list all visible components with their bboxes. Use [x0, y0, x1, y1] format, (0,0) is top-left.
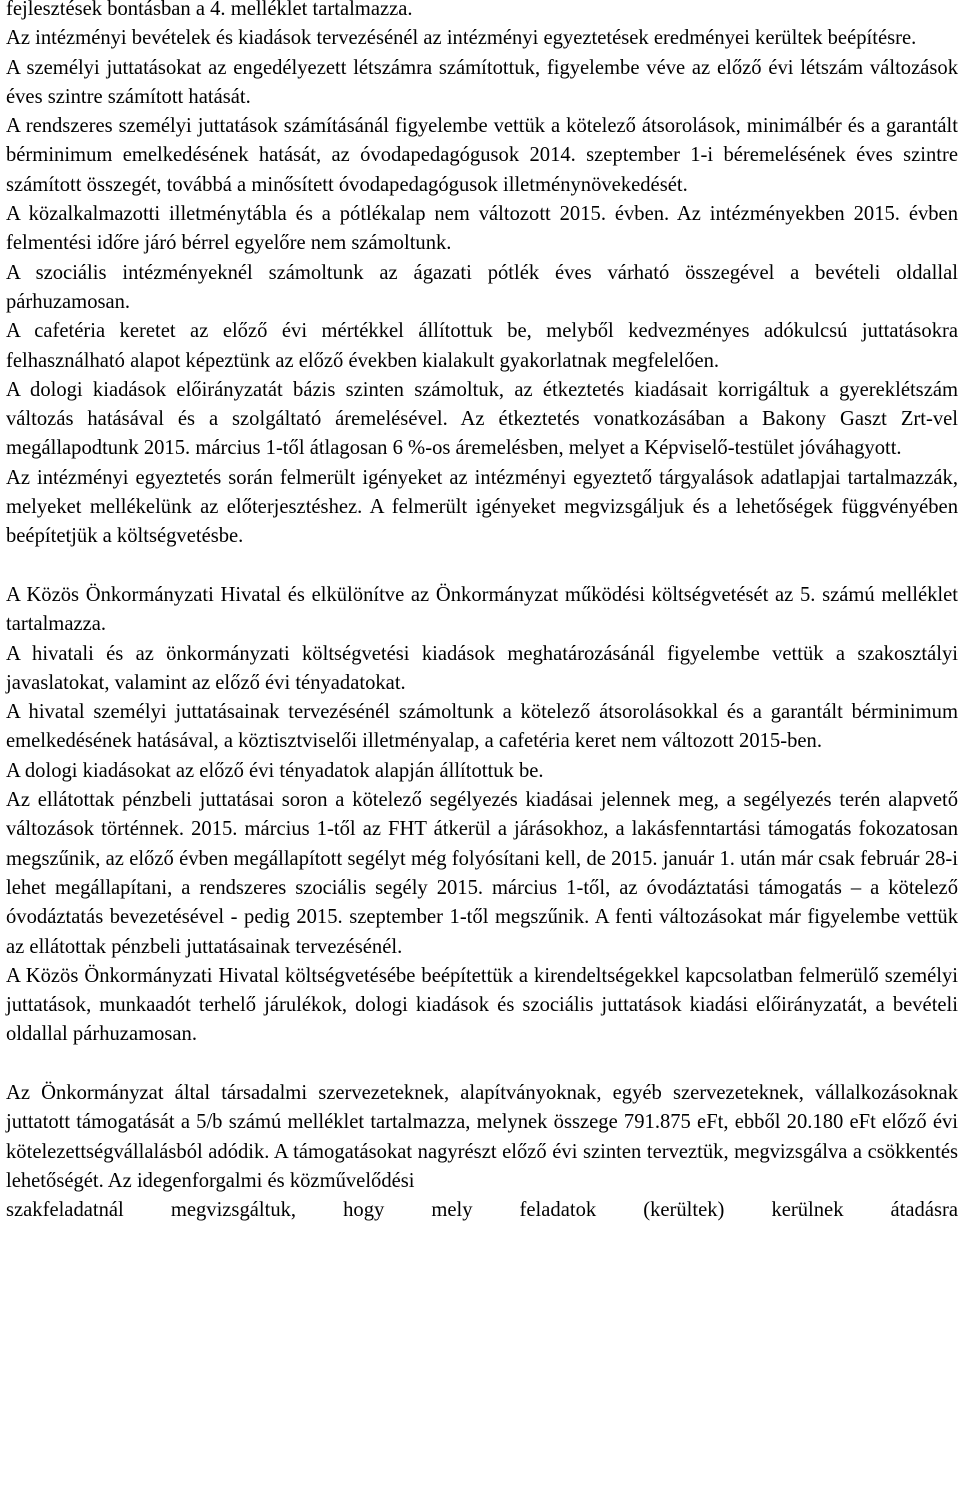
- cut-off-line-container: [6, 1196, 958, 1229]
- paragraph-cafeteria: A cafetéria keretet az előző évi mértékkel állítottuk be, melyből kedvezményes adókulcsú juttatásokra felhasználható alapot képeztünk az előző években kialakult gyakorlatnak megfelelően.: [6, 320, 958, 372]
- paragraph-material-expenses: A dologi kiadások előirányzatát bázis szinten számoltuk, az étkeztetés kiadásait korrigáltuk a gyereklétszám változás hatásával és a szolgáltató áremelésével. Az étkeztetés vonatkozásában a Bakony Gaszt Zrt-vel megállapodtunk 2015. március 1-től átlagosan 6 %-os áremelésben, melyet a Képviselő-testület jóváhagyott.: [6, 378, 958, 460]
- paragraph-office-personnel: A hivatal személyi juttatásainak tervezésénél számoltunk a kötelező átsorolásokkal és a garantált bérminimum emelkedésének hatásával, a köztisztviselői illetményalap, a cafetéria keret nem változott 2015-ben.: [6, 701, 958, 753]
- paragraph-cut-off-line: szakfeladatnál megvizsgáltuk, hogy mely feladatok (kerültek) kerülnek átadásra: [6, 1199, 958, 1222]
- paragraph-gap: [6, 1050, 958, 1079]
- paragraph-institutional-reconciliation: Az intézményi bevételek és kiadások tervezésénél az intézményi egyeztetések eredményei kerültek beépítésre.: [6, 27, 917, 50]
- paragraph-institutional-requests: Az intézményi egyeztetés során felmerült igényeket az intézményi egyeztető tárgyalások adatlapjai tartalmazzák, melyeket mellékelünk az előterjesztéshez. A felmerült igényeket megvizsgáljuk és a lehetőségek függvényében beépítetjük a költségvetésbe.: [6, 466, 958, 548]
- paragraph-branch-offices: A Közös Önkormányzati Hivatal költségvetésébe beépítettük a kirendeltségekkel kapcsolatban felmerülő személyi juttatások, munkaadót terhelő járulékok, dologi kiadások és szociális juttatások kiadási előirányzatát, a bevételi oldallal párhuzamosan.: [6, 964, 958, 1046]
- paragraph-regular-personnel-benefits: A rendszeres személyi juttatások számításánál figyelembe vettük a kötelező átsorolások, minimálbér és a garantált bérminimum emelkedésének hatását, az óvodapedagógusok 2014. szeptember 1-i béremelésének éves szintre számított összegét, továbbá a minősített óvodapedagógusok illetménynövekedését.: [6, 115, 958, 196]
- document-page: [6, 0, 958, 1229]
- paragraph-joint-office-annex-5: A Közös Önkormányzati Hivatal és elkülönítve az Önkormányzat működési költségvetését az 5. számú melléklet tartalmazza.: [6, 583, 958, 636]
- paragraph-personnel-headcount: A személyi juttatásokat az engedélyezett létszámra számítottuk, figyelembe véve az előző évi létszám változások éves szintre számított hatását.: [6, 56, 958, 108]
- paragraph-grants-annex-5b: Az Önkormányzat által társadalmi szervezeteknek, alapítványoknak, egyéb szervezeteknek, vállalkozásoknak juttatott támogatását a 5/b számú melléklet tartalmazza, melynek összege 791.875 eFt, ebből 20.180 eFt előző évi kötelezettségvállalásból adódik. A támogatásokat nagyrészt előző évi szinten terveztük, megvizsgálva a csökkentés lehetőségét. Az idegenforgalmi és közművelődési: [6, 1081, 958, 1192]
- paragraph-social-benefits: Az ellátottak pénzbeli juttatásai soron a kötelező segélyezés kiadásai jelennek meg, a segélyezés terén alapvető változások történnek. 2015. március 1-től az FHT átkerül a járásokhoz, a lakásfenntartási támogatás fokozatosan megszűnik, az előző évben megállapított segélyt még folyósítani kell, de 2015. január 1. után már csak február 28-i lehet megállapítani, a rendszeres szociális segély 2015. március 1-től, az óvodáztatási támogatás – a kötelező óvodáztatás bevezetésével - pedig 2015. szeptember 1-től megszűnik. A fenti változásokat már figyelembe vettük az ellátottak pénzbeli juttatásainak tervezésénél.: [6, 789, 958, 958]
- paragraph-salary-table: A közalkalmazotti illetménytábla és a pótlékalap nem változott 2015. évben. Az intézményekben 2015. évben felmentési időre járó bérrel egyelőre nem számoltunk.: [6, 203, 958, 255]
- paragraph-office-material-expenses: A dologi kiadásokat az előző évi tényadatok alapján állítottuk be.: [6, 759, 544, 782]
- paragraph-gap: [6, 552, 958, 581]
- paragraph-social-institutions: A szociális intézményeknél számoltunk az ágazati pótlék éves várható összegével a bevételi oldallal párhuzamosan.: [6, 261, 958, 313]
- paragraph-annex-4: fejlesztések bontásban a 4. melléklet tartalmazza.: [6, 0, 413, 20]
- paragraph-office-expenses: A hivatali és az önkormányzati költségvetési kiadások meghatározásánál figyelembe vettük a szakosztályi javaslatokat, valamint az előző évi tényadatokat.: [6, 642, 958, 694]
